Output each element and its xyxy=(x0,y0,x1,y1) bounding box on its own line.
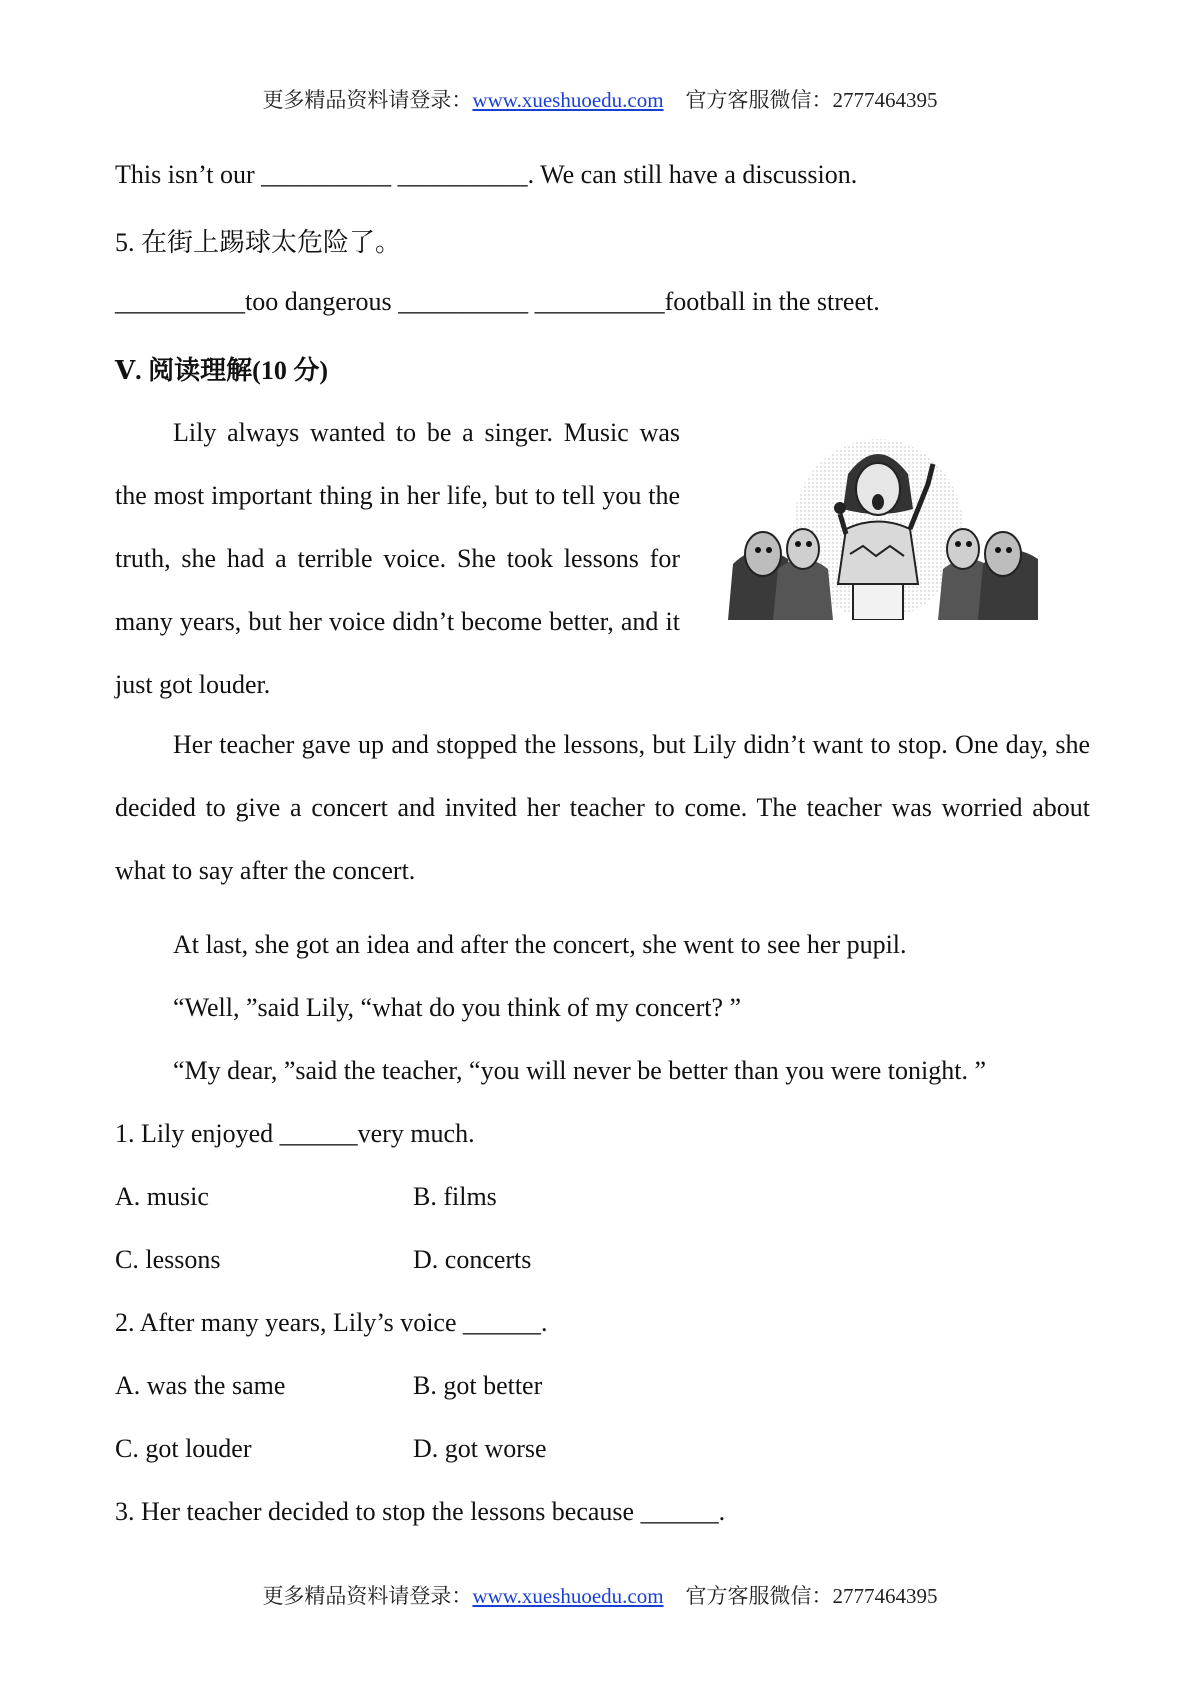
question-1-option-b: B. films xyxy=(413,1182,497,1211)
footer-prefix: 更多精品资料请登录： xyxy=(262,1584,473,1608)
footer-service: 官方客服微信：2777464395 xyxy=(685,1584,938,1608)
passage-paragraph-2: Her teacher gave up and stopped the lessons, but Lily didn’t want to stop. One day, she decided to give a concert and invited her teacher to come. The teacher was worried about what to say after the concert. xyxy=(115,730,1090,885)
footer-link[interactable]: www.xueshuoedu.com xyxy=(472,1584,664,1608)
question-2-option-d: D. got worse xyxy=(413,1434,547,1463)
passage-paragraph-5: “My dear, ”said the teacher, “you will never be better than you were tonight. ” xyxy=(173,1056,986,1085)
passage-paragraph-3: At last, she got an idea and after the concert, she went to see her pupil. xyxy=(173,930,907,959)
question-5-chinese: 5. 在街上踢球太危险了。 xyxy=(115,228,402,257)
question-2-option-a: A. was the same xyxy=(115,1371,286,1400)
question-5-english: __________too dangerous __________ __________football in the street. xyxy=(115,287,880,316)
header-service: 官方客服微信：2777464395 xyxy=(685,88,938,112)
singer-illustration xyxy=(728,434,1038,620)
question-1-option-c: C. lessons xyxy=(115,1245,221,1274)
header-prefix: 更多精品资料请登录： xyxy=(262,88,473,112)
prev-line-1: This isn’t our __________ __________. We can still have a discussion. xyxy=(115,160,858,189)
question-2-option-b: B. got better xyxy=(413,1371,543,1400)
question-3-stem: 3. Her teacher decided to stop the lessons because ______. xyxy=(115,1497,726,1526)
section-title: Ⅴ. 阅读理解(10 分) xyxy=(115,356,328,385)
page-footer xyxy=(0,1580,1200,1610)
passage-paragraph-1: Lily always wanted to be a singer. Music was the most important thing in her life, but to tell you the truth, she had a terrible voice. She took lessons for many years, but her voice didn’t become better, and it just got louder. xyxy=(115,418,680,699)
question-1-option-a: A. music xyxy=(115,1182,209,1211)
passage-paragraph-4: “Well, ”said Lily, “what do you think of my concert? ” xyxy=(173,993,742,1022)
page-header xyxy=(0,84,1200,114)
question-1-option-d: D. concerts xyxy=(413,1245,532,1274)
question-1-stem: 1. Lily enjoyed ______very much. xyxy=(115,1119,475,1148)
question-2-stem: 2. After many years, Lily’s voice ______. xyxy=(115,1308,548,1337)
header-link[interactable]: www.xueshuoedu.com xyxy=(472,88,664,112)
question-2-option-c: C. got louder xyxy=(115,1434,252,1463)
